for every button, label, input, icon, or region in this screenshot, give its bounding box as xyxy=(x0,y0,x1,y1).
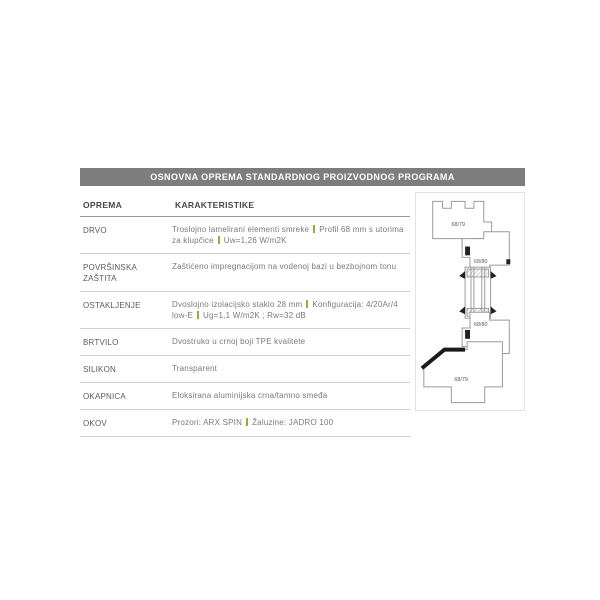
value-segment: Dvoslojno izolacijsko staklo 28 mm xyxy=(172,300,303,309)
segment-separator-icon xyxy=(313,225,315,233)
row-label: DRVO xyxy=(83,226,107,235)
table-row xyxy=(80,356,410,383)
column-header-oprema: OPREMA xyxy=(83,200,123,210)
section-title-bar xyxy=(80,168,525,186)
value-segment: Žaluzine: JADRO 100 xyxy=(252,418,334,427)
value-segment: Zaštićeno impregnacijom na vodenoj bazi u bezbojnom tonu xyxy=(172,262,397,271)
gasket-top-right xyxy=(506,259,510,264)
row-label: OKAPNICA xyxy=(83,392,126,401)
row-label: OKOV xyxy=(83,419,107,428)
value-segment: Transparent xyxy=(172,364,218,373)
segment-separator-icon xyxy=(246,418,248,426)
table-row xyxy=(80,329,410,356)
glazing-gasket-right-top xyxy=(491,271,497,279)
profile-label-sill: 68/79 xyxy=(454,377,468,384)
value-segment: Dvostruko u crnoj boji TPE kvalitete xyxy=(172,337,306,346)
profile-label-bottom-sash: 68/80 xyxy=(474,322,488,329)
spec-table-body xyxy=(80,217,410,437)
row-value xyxy=(172,261,410,284)
glazing-gasket-left-bottom xyxy=(459,306,465,314)
row-label: OSTAKLJENJE xyxy=(83,301,141,310)
value-segment: Profil 68 mm s utorima za klupčice xyxy=(172,225,404,245)
profile-label-top-sash: 68/80 xyxy=(474,259,488,266)
window-cross-section-drawing xyxy=(416,193,524,410)
table-row xyxy=(80,410,410,437)
row-value xyxy=(172,390,410,402)
row-value xyxy=(172,336,410,348)
value-segment: Eloksirana aluminijska crna/tamno smeđa xyxy=(172,391,328,400)
value-segment: Prozori: ARX SPIN xyxy=(172,418,243,427)
table-row xyxy=(80,254,410,292)
value-segment: Uw=1,26 W/m2K xyxy=(223,236,287,245)
table-row xyxy=(80,292,410,329)
row-value xyxy=(172,363,410,375)
spec-table xyxy=(80,193,410,437)
row-label: POVRŠINSKA ZAŠTITA xyxy=(83,263,137,283)
table-header-row xyxy=(80,193,410,217)
segment-separator-icon xyxy=(197,311,199,319)
column-header-karakteristike: KARAKTERISTIKE xyxy=(175,200,255,210)
glazing-gasket-left-top xyxy=(459,271,465,279)
value-segment: Ug=1,1 W/m2K ; Rw=32 dB xyxy=(203,311,306,320)
segment-separator-icon xyxy=(218,236,220,244)
glazing-gasket-right-bottom xyxy=(491,306,497,314)
row-value xyxy=(172,299,410,321)
segment-separator-icon xyxy=(306,300,308,308)
gasket-top xyxy=(465,247,470,256)
table-row xyxy=(80,383,410,410)
row-label: BRTVILO xyxy=(83,338,119,347)
gasket-bottom xyxy=(465,330,470,339)
glazing-unit xyxy=(465,267,491,318)
spacer-top xyxy=(467,269,489,277)
value-segment: Troslojno lamelirani elementi smreke xyxy=(172,225,310,234)
row-value xyxy=(172,224,410,246)
profile-drawing-panel xyxy=(415,192,525,411)
value-segment: Konfiguracija: 4/20Ar/4 low-E xyxy=(172,300,398,320)
profile-label-top-frame: 68/79 xyxy=(451,221,465,228)
table-row xyxy=(80,217,410,254)
section-title: OSNOVNA OPREMA STANDARDNOG PROIZVODNOG PROGRAMA xyxy=(150,172,455,182)
row-label: SILIKON xyxy=(83,365,116,374)
row-value xyxy=(172,417,410,429)
